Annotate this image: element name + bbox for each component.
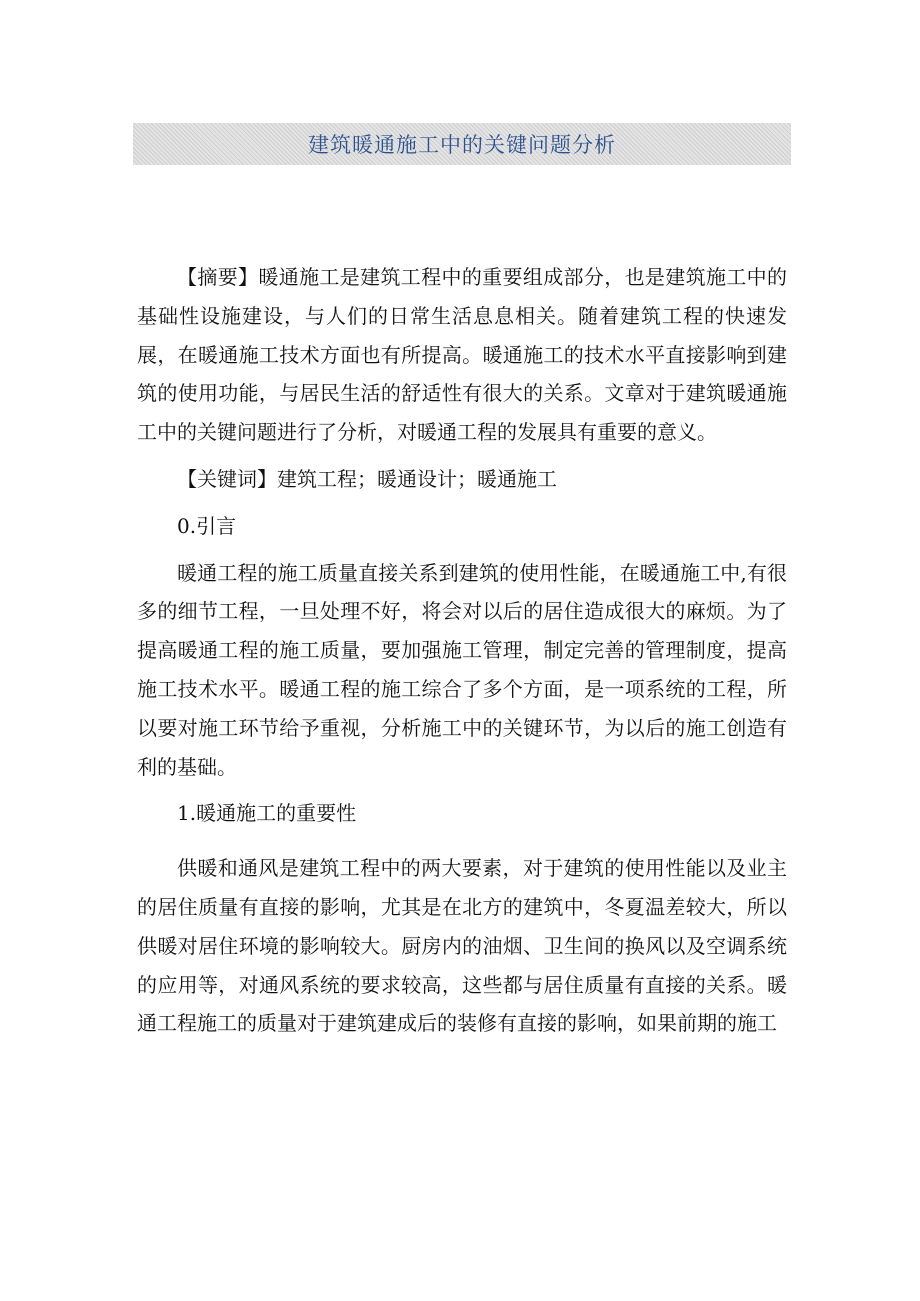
importance-paragraph: 供暖和通风是建筑工程中的两大要素，对于建筑的使用性能以及业主的居住质量有直接的影响，尤其是在北方的建筑中，冬夏温差较大，所以供暖对居住环境的影响较大。厨房内的油烟、卫生间的换风以及空调系统的应用等，对通风系统的要求较高，这些都与居住质量有直接的关系。暖通工程施工的质量对于建筑建成后的装修有直接的影响，如果前期的施工 bbox=[137, 856, 787, 1036]
title-banner bbox=[133, 123, 791, 165]
section-heading-importance: 1.暖通施工的重要性 bbox=[177, 801, 357, 826]
keywords-paragraph: 【关键词】建筑工程；暖通设计；暖通施工 bbox=[177, 466, 557, 491]
section-heading-introduction: 0.引言 bbox=[177, 513, 237, 538]
document-body bbox=[137, 258, 787, 1043]
document-title: 建筑暖通施工中的关键问题分析 bbox=[308, 133, 616, 157]
abstract-paragraph: 【摘要】暖通施工是建筑工程中的重要组成部分，也是建筑施工中的基础性设施建设，与人们的日常生活息息相关。随着建筑工程的快速发展，在暖通施工技术方面也有所提高。暖通施工的技术水平直接影响到建筑的使用功能，与居民生活的舒适性有很大的关系。文章对于建筑暖通施工中的关键问题进行了分析，对暖通工程的发展具有重要的意义。 bbox=[137, 265, 787, 445]
introduction-paragraph: 暖通工程的施工质量直接关系到建筑的使用性能，在暖通施工中,有很多的细节工程，一旦处理不好，将会对以后的居住造成很大的麻烦。为了提高暖通工程的施工质量，要加强施工管理，制定完善的管理制度，提高施工技术水平。暖通工程的施工综合了多个方面，是一项系统的工程，所以要对施工环节给予重视，分析施工中的关键环节，为以后的施工创造有利的基础。 bbox=[137, 560, 787, 779]
